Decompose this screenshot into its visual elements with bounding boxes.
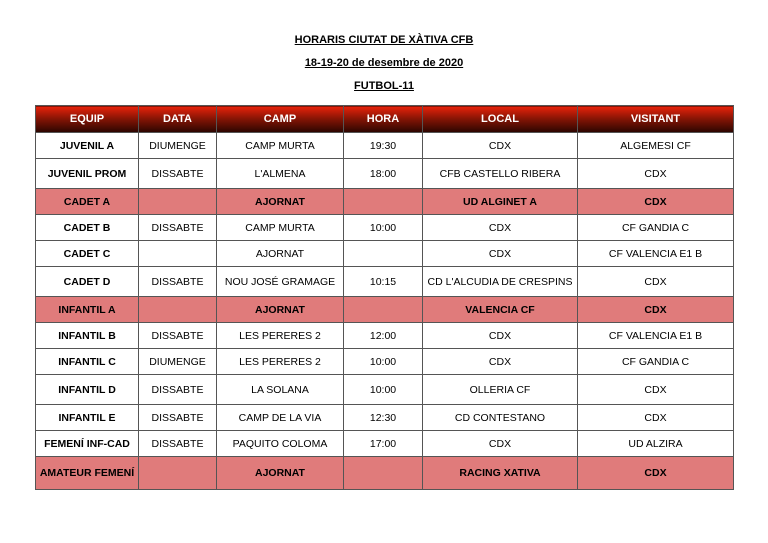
category-label: FUTBOL-11 <box>354 80 414 92</box>
cell-data: DISSABTE <box>139 431 217 457</box>
table-row <box>36 215 734 241</box>
table-row <box>36 323 734 349</box>
cell-local: CDX <box>423 349 578 375</box>
cell-visitant: CDX <box>578 405 734 431</box>
cell-equip: JUVENIL PROM <box>36 159 139 189</box>
cell-camp: LES PERERES 2 <box>217 323 344 349</box>
cell-hora: 10:00 <box>344 349 423 375</box>
cell-visitant: CF VALENCIA E1 B <box>578 241 734 267</box>
cell-local: CD CONTESTANO <box>423 405 578 431</box>
cell-equip: INFANTIL D <box>36 375 139 405</box>
cell-equip: AMATEUR FEMENÍ <box>36 457 139 490</box>
table-row <box>36 405 734 431</box>
cell-hora <box>344 189 423 215</box>
cell-hora: 17:00 <box>344 431 423 457</box>
cell-data: DIUMENGE <box>139 349 217 375</box>
cell-visitant: CDX <box>578 189 734 215</box>
cell-equip: INFANTIL B <box>36 323 139 349</box>
cell-local: UD ALGINET A <box>423 189 578 215</box>
cell-local: CDX <box>423 431 578 457</box>
cell-equip: FEMENÍ INF-CAD <box>36 431 139 457</box>
cell-camp: CAMP MURTA <box>217 133 344 159</box>
table-row <box>36 159 734 189</box>
cell-local: RACING XATIVA <box>423 457 578 490</box>
cell-local: CDX <box>423 133 578 159</box>
cell-visitant: CDX <box>578 457 734 490</box>
column-header-camp: CAMP <box>217 106 344 133</box>
cell-local: VALENCIA CF <box>423 297 578 323</box>
table-row <box>36 267 734 297</box>
table-row <box>36 189 734 215</box>
cell-equip: INFANTIL E <box>36 405 139 431</box>
cell-visitant: CF GANDIA C <box>578 349 734 375</box>
cell-hora: 10:15 <box>344 267 423 297</box>
table-row <box>36 431 734 457</box>
cell-hora <box>344 297 423 323</box>
cell-camp: PAQUITO COLOMA <box>217 431 344 457</box>
cell-visitant: CF VALENCIA E1 B <box>578 323 734 349</box>
cell-camp: LES PERERES 2 <box>217 349 344 375</box>
cell-camp: AJORNAT <box>217 189 344 215</box>
table-row <box>36 375 734 405</box>
table-row <box>36 457 734 490</box>
cell-data <box>139 297 217 323</box>
header-row <box>36 106 734 133</box>
column-header-equip: EQUIP <box>36 106 139 133</box>
cell-equip: CADET A <box>36 189 139 215</box>
cell-data: DISSABTE <box>139 159 217 189</box>
cell-local: CDX <box>423 323 578 349</box>
document-title: HORARIS CIUTAT DE XÀTIVA CFB <box>294 34 474 46</box>
cell-hora: 12:30 <box>344 405 423 431</box>
cell-data: DISSABTE <box>139 215 217 241</box>
cell-visitant: CDX <box>578 375 734 405</box>
cell-camp: CAMP MURTA <box>217 215 344 241</box>
cell-local: CD L'ALCUDIA DE CRESPINS <box>423 267 578 297</box>
cell-data: DIUMENGE <box>139 133 217 159</box>
cell-hora: 19:30 <box>344 133 423 159</box>
column-header-data: DATA <box>139 106 217 133</box>
date-range: 18-19-20 de desembre de 2020 <box>304 57 464 69</box>
cell-hora: 12:00 <box>344 323 423 349</box>
cell-visitant: CF GANDIA C <box>578 215 734 241</box>
table-row <box>36 349 734 375</box>
cell-camp: CAMP DE LA VIA <box>217 405 344 431</box>
cell-local: CDX <box>423 241 578 267</box>
cell-camp: NOU JOSÉ GRAMAGE <box>217 267 344 297</box>
table-row <box>36 297 734 323</box>
cell-equip: INFANTIL C <box>36 349 139 375</box>
cell-equip: CADET D <box>36 267 139 297</box>
cell-data <box>139 189 217 215</box>
table-row <box>36 241 734 267</box>
cell-visitant: CDX <box>578 159 734 189</box>
cell-data <box>139 457 217 490</box>
cell-data: DISSABTE <box>139 405 217 431</box>
cell-hora <box>344 457 423 490</box>
cell-camp: LA SOLANA <box>217 375 344 405</box>
cell-camp: AJORNAT <box>217 457 344 490</box>
cell-equip: JUVENIL A <box>36 133 139 159</box>
cell-local: CFB CASTELLO RIBERA <box>423 159 578 189</box>
column-header-local: LOCAL <box>423 106 578 133</box>
cell-data: DISSABTE <box>139 323 217 349</box>
cell-local: OLLERIA CF <box>423 375 578 405</box>
cell-data: DISSABTE <box>139 375 217 405</box>
cell-data: DISSABTE <box>139 267 217 297</box>
cell-visitant: CDX <box>578 267 734 297</box>
column-header-visitant: VISITANT <box>578 106 734 133</box>
cell-hora <box>344 241 423 267</box>
cell-camp: L'ALMENA <box>217 159 344 189</box>
cell-local: CDX <box>423 215 578 241</box>
cell-equip: CADET C <box>36 241 139 267</box>
table-row <box>36 133 734 159</box>
cell-visitant: ALGEMESI CF <box>578 133 734 159</box>
cell-equip: CADET B <box>36 215 139 241</box>
cell-visitant: CDX <box>578 297 734 323</box>
cell-visitant: UD ALZIRA <box>578 431 734 457</box>
cell-camp: AJORNAT <box>217 297 344 323</box>
cell-camp: AJORNAT <box>217 241 344 267</box>
cell-hora: 10:00 <box>344 215 423 241</box>
cell-equip: INFANTIL A <box>36 297 139 323</box>
schedule-table <box>35 105 734 490</box>
column-header-hora: HORA <box>344 106 423 133</box>
cell-hora: 18:00 <box>344 159 423 189</box>
cell-hora: 10:00 <box>344 375 423 405</box>
cell-data <box>139 241 217 267</box>
